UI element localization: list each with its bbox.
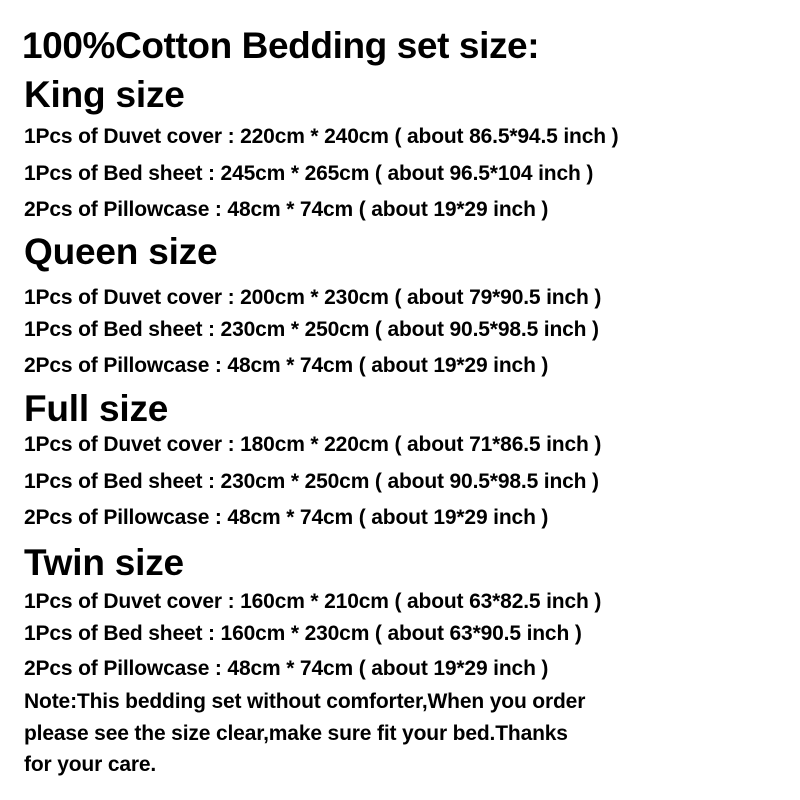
note-line-3: for your care. xyxy=(24,753,157,776)
king-duvet-cover-spec: 1Pcs of Duvet cover : 220cm * 240cm ( about 86.5*94.5 inch ) xyxy=(24,125,619,148)
queen-bed-sheet-spec: 1Pcs of Bed sheet : 230cm * 250cm ( about 90.5*98.5 inch ) xyxy=(24,318,599,341)
full-duvet-cover-spec: 1Pcs of Duvet cover : 180cm * 220cm ( about 71*86.5 inch ) xyxy=(24,433,602,456)
queen-duvet-cover-spec: 1Pcs of Duvet cover : 200cm * 230cm ( about 79*90.5 inch ) xyxy=(24,286,602,309)
section-heading-queen: Queen size xyxy=(24,231,218,272)
twin-duvet-cover-spec: 1Pcs of Duvet cover : 160cm * 210cm ( about 63*82.5 inch ) xyxy=(24,590,602,613)
section-heading-twin: Twin size xyxy=(24,542,184,583)
queen-pillowcase-spec: 2Pcs of Pillowcase : 48cm * 74cm ( about 19*29 inch ) xyxy=(24,354,549,377)
section-heading-full: Full size xyxy=(24,388,169,429)
note-line-2: please see the size clear,make sure fit your bed.Thanks xyxy=(24,722,568,745)
page-title: 100%Cotton Bedding set size: xyxy=(22,25,540,66)
full-bed-sheet-spec: 1Pcs of Bed sheet : 230cm * 250cm ( about 90.5*98.5 inch ) xyxy=(24,470,599,493)
full-pillowcase-spec: 2Pcs of Pillowcase : 48cm * 74cm ( about 19*29 inch ) xyxy=(24,506,549,529)
section-heading-king: King size xyxy=(24,74,185,115)
king-bed-sheet-spec: 1Pcs of Bed sheet : 245cm * 265cm ( about 96.5*104 inch ) xyxy=(24,162,594,185)
twin-pillowcase-spec: 2Pcs of Pillowcase : 48cm * 74cm ( about 19*29 inch ) xyxy=(24,657,549,680)
king-pillowcase-spec: 2Pcs of Pillowcase : 48cm * 74cm ( about 19*29 inch ) xyxy=(24,198,549,221)
note-line-1: Note:This bedding set without comforter,When you order xyxy=(24,690,586,713)
twin-bed-sheet-spec: 1Pcs of Bed sheet : 160cm * 230cm ( about 63*90.5 inch ) xyxy=(24,622,582,645)
